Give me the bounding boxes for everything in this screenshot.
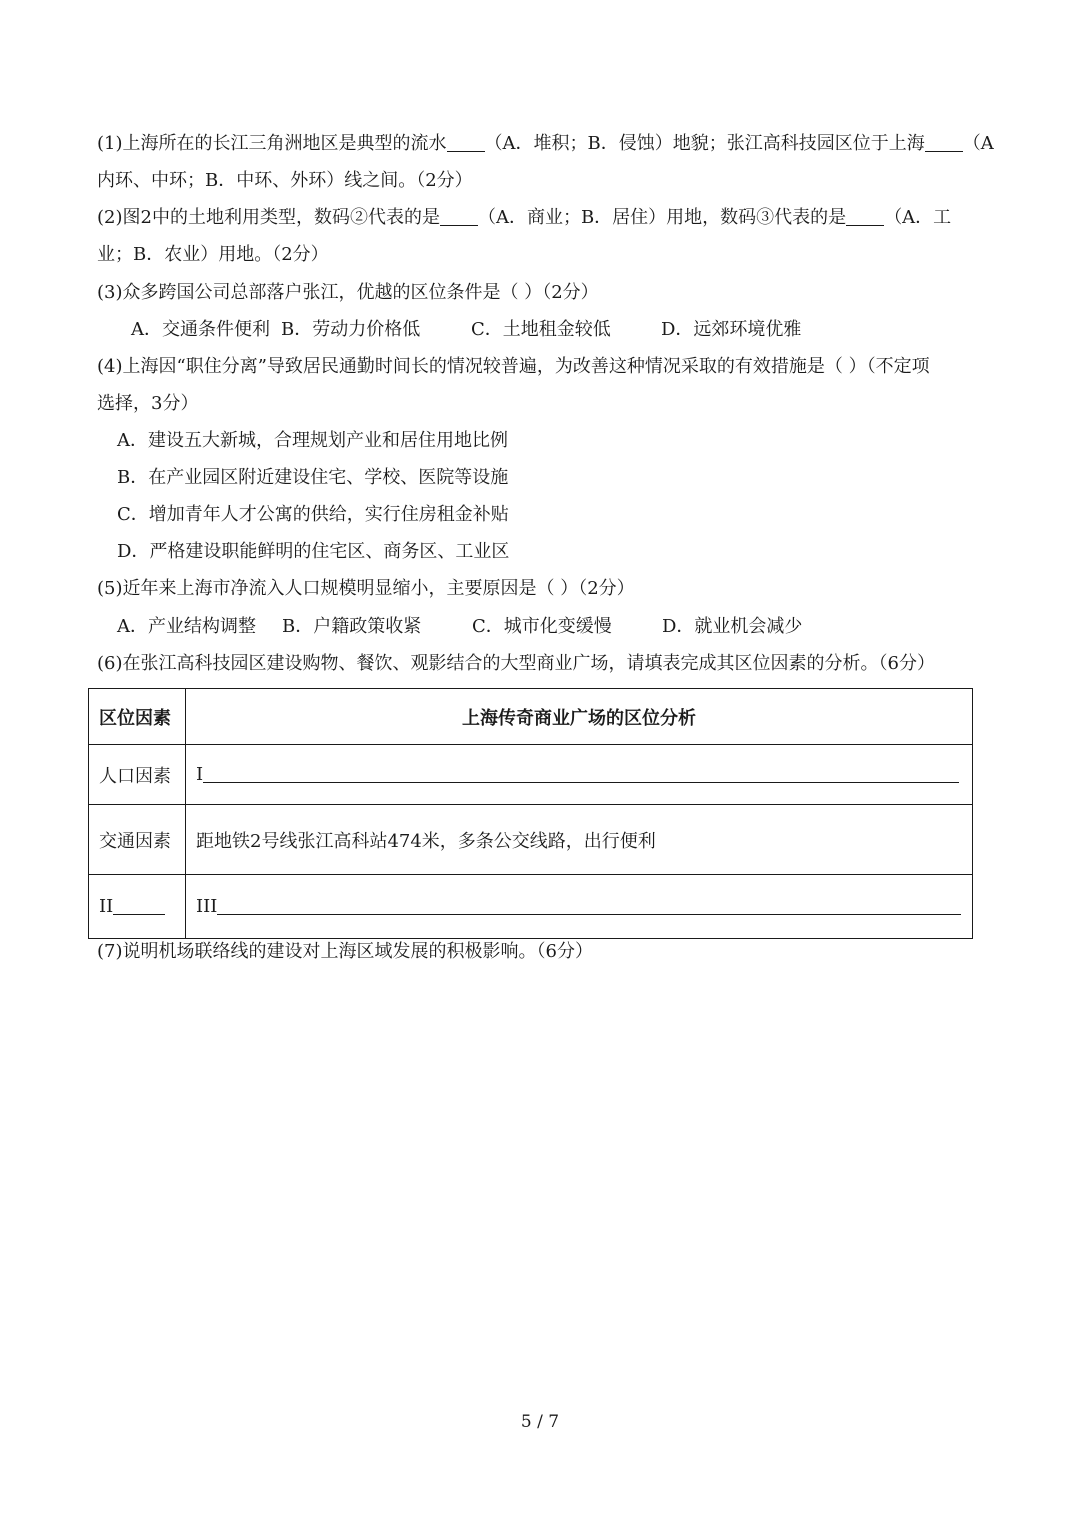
q5-option-a[interactable]: A．产业结构调整 xyxy=(117,616,256,637)
row3-marker-left: II xyxy=(99,896,114,917)
q5-option-c[interactable]: C．城市化变缓慢 xyxy=(472,616,612,637)
q5-option-b[interactable]: B．户籍政策收紧 xyxy=(282,616,422,637)
q1-line1 xyxy=(97,133,994,155)
q2-text-a: (2)图2中的土地利用类型，数码②代表的是 xyxy=(97,207,440,228)
row3-marker-right: III xyxy=(196,896,218,917)
q5-stem: (5)近年来上海市净流入人口规模明显缩小，主要原因是（ ）（2分） xyxy=(97,578,635,599)
q3-option-d[interactable]: D．远郊环境优雅 xyxy=(661,319,802,340)
q4-option-b[interactable]: B．在产业园区附近建设住宅、学校、医院等设施 xyxy=(117,467,509,488)
q1-text-a: (1)上海所在的长江三角洲地区是典型的流水 xyxy=(97,133,447,154)
row1-analysis-cell xyxy=(186,745,973,805)
q1-blank-2[interactable] xyxy=(925,133,963,152)
q1-text-c: （A xyxy=(962,133,994,154)
row1-answer-blank[interactable] xyxy=(203,764,959,783)
q1-line2: 内环、中环；B．中环、外环）线之间。（2分） xyxy=(97,170,473,191)
table-header-row xyxy=(89,689,973,745)
q7-stem: (7)说明机场联络线的建设对上海区域发展的积极影响。（6分） xyxy=(97,941,593,962)
q2-text-c: （A．工 xyxy=(884,207,952,228)
q6-stem: (6)在张江高科技园区建设购物、餐饮、观影结合的大型商业广场，请填表完成其区位因素的分析。（6分） xyxy=(97,653,935,674)
q1-text-b: （A．堆积；B．侵蚀）地貌；张江高科技园区位于上海 xyxy=(484,133,925,154)
q2-line2: 业；B．农业）用地。（2分） xyxy=(97,244,329,265)
q5-option-d[interactable]: D．就业机会减少 xyxy=(662,616,803,637)
q2-text-b: （A．商业；B．居住）用地，数码③代表的是 xyxy=(477,207,847,228)
q3-option-b[interactable]: B．劳动力价格低 xyxy=(281,319,421,340)
q4-option-c[interactable]: C．增加青年人才公寓的供给，实行住房租金补贴 xyxy=(117,504,509,525)
row3-factor-blank[interactable] xyxy=(113,896,165,915)
header-analysis: 上海传奇商业广场的区位分析 xyxy=(186,689,973,745)
q3-stem: (3)众多跨国公司总部落户张江，优越的区位条件是（ ）（2分） xyxy=(97,282,599,303)
row2-analysis: 距地铁2号线张江高科站474米，多条公交线路，出行便利 xyxy=(186,805,973,875)
row3-factor-cell xyxy=(89,875,186,939)
row3-analysis-cell xyxy=(186,875,973,939)
row1-marker: I xyxy=(196,764,204,785)
table-row-population xyxy=(89,745,973,805)
row3-answer-blank[interactable] xyxy=(217,896,961,915)
q2-line1 xyxy=(97,207,987,229)
q3-option-c[interactable]: C．土地租金较低 xyxy=(471,319,611,340)
table-row-transport xyxy=(89,805,973,875)
q4-line2: 选择，3分） xyxy=(97,393,199,414)
q2-blank-2[interactable] xyxy=(846,207,884,226)
row1-factor: 人口因素 xyxy=(89,745,186,805)
location-analysis-table xyxy=(88,688,973,939)
table-row-blank xyxy=(89,875,973,939)
q4-line1: (4)上海因“职住分离”导致居民通勤时间长的情况较普遍，为改善这种情况采取的有效措施是（ ）（不定项 xyxy=(97,356,930,377)
q3-option-a[interactable]: A．交通条件便利 xyxy=(131,319,270,340)
q1-blank-1[interactable] xyxy=(447,133,485,152)
q4-option-d[interactable]: D．严格建设职能鲜明的住宅区、商务区、工业区 xyxy=(117,541,510,562)
q4-option-a[interactable]: A．建设五大新城，合理规划产业和居住用地比例 xyxy=(117,430,508,451)
q5-options xyxy=(117,616,1007,638)
page-number: 5 / 7 xyxy=(520,1412,560,1432)
q3-options xyxy=(131,319,1021,341)
header-factor: 区位因素 xyxy=(89,689,186,745)
q2-blank-1[interactable] xyxy=(440,207,478,226)
row2-factor: 交通因素 xyxy=(89,805,186,875)
